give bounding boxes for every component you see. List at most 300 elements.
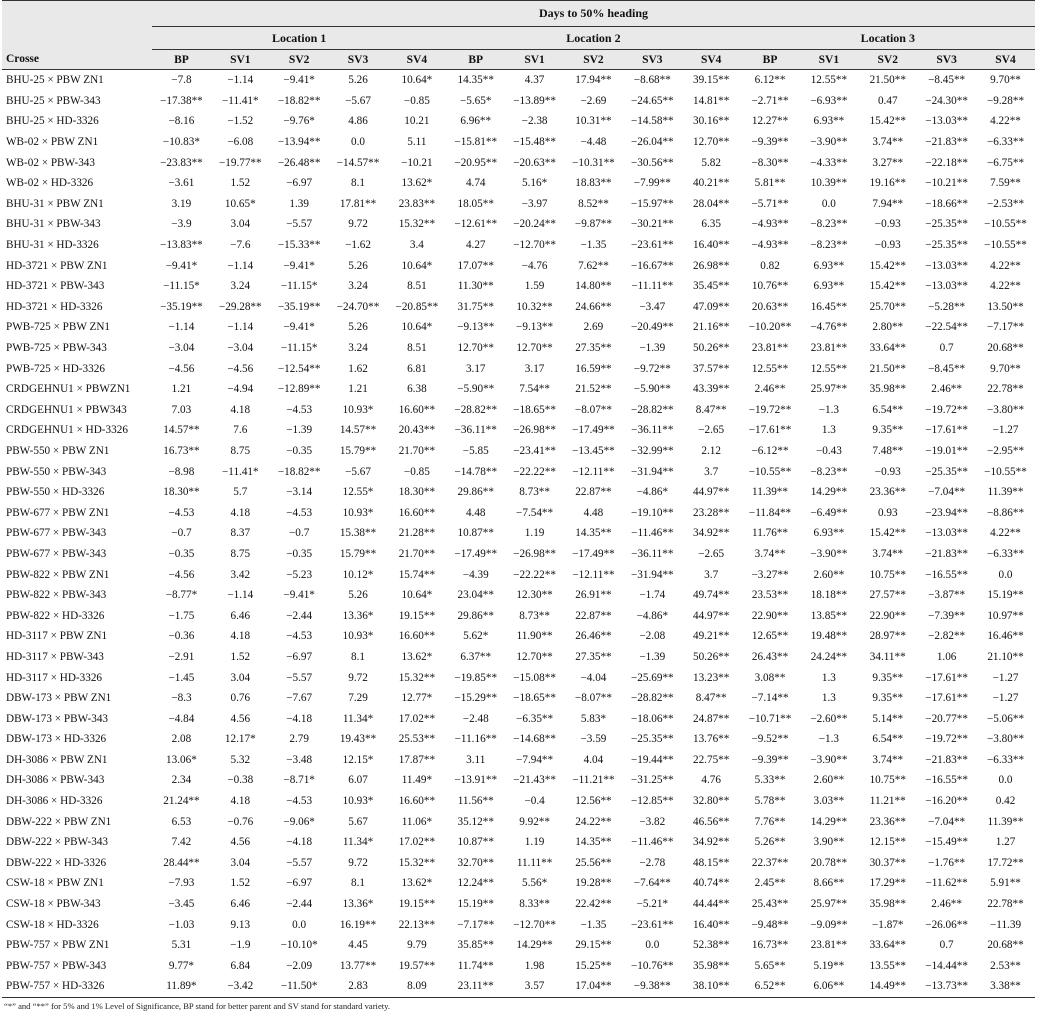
table-cell: −0.43 <box>815 444 842 457</box>
table-cell: −3.14 <box>286 486 313 499</box>
table-cell: 7.48** <box>872 444 904 457</box>
table-row <box>2 708 1035 729</box>
cross-name: HD-3721 × PBW ZN1 <box>6 259 108 272</box>
table-cell: 12.70** <box>692 136 730 149</box>
table-cell: 6.46 <box>230 609 251 622</box>
table-cell: 8.1 <box>351 177 365 190</box>
table-cell: 12.55** <box>810 74 848 87</box>
table-cell: −7.93 <box>168 877 195 890</box>
table-cell: −26.48** <box>277 156 321 169</box>
table-cell: 12.77* <box>401 692 433 705</box>
table-cell: 4.56 <box>230 712 251 725</box>
table-cell: −7.67 <box>286 692 313 705</box>
table-cell: 18.83** <box>575 177 612 190</box>
table-cell: 3.74** <box>754 547 786 560</box>
table-cell: 49.74** <box>692 589 730 602</box>
footnote: “*” and “**” for 5% and 1% Level of Significance, BP stand for better parent and SV stand for standard variety. <box>4 1001 391 1011</box>
table-cell: 21.52** <box>575 383 612 396</box>
table-cell: −0.93 <box>874 218 901 231</box>
table-cell: 8.75 <box>230 547 251 560</box>
table-cell: 10.65* <box>224 197 256 210</box>
table-row <box>2 502 1035 523</box>
table-cell: −3.80** <box>986 733 1025 746</box>
table-cell: 17.29** <box>869 877 906 890</box>
table-cell: 14.80** <box>575 280 612 293</box>
table-cell: −9.87** <box>574 218 612 231</box>
table-cell: −21.83** <box>925 136 968 149</box>
table-cell: 10.93* <box>342 630 374 643</box>
table-cell: −2.44 <box>286 898 313 911</box>
table-cell: −9.06* <box>283 815 315 828</box>
table-cell: −5.57 <box>286 856 313 869</box>
table-cell: −5.71** <box>751 197 789 210</box>
table-cell: −1.76** <box>928 856 966 869</box>
table-cell: 10.64* <box>401 259 433 272</box>
table-cell: −9.72** <box>633 362 671 375</box>
table-cell: −4.84 <box>168 712 195 725</box>
table-row <box>2 976 1035 997</box>
table-cell: 27.35** <box>575 342 612 355</box>
table-cell: 11.76** <box>752 527 788 540</box>
table-cell: 10.64* <box>401 74 433 87</box>
table-cell: 21.50** <box>869 74 906 87</box>
table-cell: 21.28** <box>398 527 436 540</box>
table-cell: 22.13** <box>398 918 436 931</box>
table-cell: −4.86* <box>636 486 669 499</box>
table-cell: −13.03** <box>925 259 968 272</box>
table-cell: −4.94 <box>227 383 254 396</box>
table-cell: −28.82** <box>454 403 498 416</box>
table-cell: −13.83** <box>160 239 203 252</box>
table-cell: 5.14** <box>872 712 904 725</box>
table-cell: 3.11 <box>466 753 486 766</box>
table-cell: 8.52** <box>578 197 609 210</box>
table-cell: −13.03** <box>925 527 968 540</box>
table-cell: −7.8 <box>171 74 192 87</box>
table-cell: 3.7 <box>704 568 719 581</box>
table-cell: −1.14 <box>227 74 254 87</box>
table-cell: 11.39** <box>987 486 1024 499</box>
cross-name: CRDGEHNU1 × HD-3326 <box>6 424 128 437</box>
table-cell: 4.22** <box>990 115 1021 128</box>
table-cell: 15.42** <box>869 280 906 293</box>
table-header <box>2 1 1035 70</box>
table-cell: −9.39** <box>751 753 789 766</box>
table-cell: 23.81** <box>751 342 789 355</box>
table-cell: −9.76* <box>283 115 315 128</box>
table-cell: −3.27** <box>751 568 789 581</box>
cross-name: BHU-31 × PBW ZN1 <box>6 197 104 210</box>
table-cell: 4.48 <box>583 506 604 519</box>
table-cell: −4.93** <box>751 239 789 252</box>
cross-name: DBW-173 × PBW ZN1 <box>6 692 112 705</box>
table-cell: 19.48** <box>810 630 848 643</box>
table-cell: −32.99** <box>630 444 674 457</box>
table-cell: 11.90** <box>516 630 553 643</box>
table-cell: 13.36* <box>342 609 374 622</box>
table-cell: 17.02** <box>398 836 436 849</box>
table-cell: 5.32 <box>230 753 251 766</box>
table-row <box>2 132 1035 153</box>
table-row <box>2 832 1035 853</box>
table-cell: 10.32** <box>516 300 553 313</box>
table-cell: −12.85** <box>630 795 674 808</box>
table-cell: −18.06** <box>630 712 674 725</box>
table-cell: 2.12 <box>701 444 721 457</box>
column-header-sv3: SV3 <box>329 50 388 70</box>
table-cell: 29.15** <box>575 939 612 952</box>
table-cell: −6.49** <box>810 506 848 519</box>
table-cell: 38.10** <box>682 976 741 997</box>
table-cell: 2.69 <box>583 321 604 334</box>
table-cell: 10.64* <box>401 589 433 602</box>
table-cell: 6.07 <box>348 774 368 787</box>
table-cell: −26.04** <box>630 136 674 149</box>
table-cell: 25.97** <box>810 383 848 396</box>
table-cell: 10.87** <box>457 527 494 540</box>
table-cell: 23.53** <box>751 589 789 602</box>
table-cell: 10.93* <box>342 506 374 519</box>
table-cell: 5.65** <box>754 959 786 972</box>
table-cell: −1.3 <box>818 733 840 746</box>
table-cell: −16.67** <box>630 259 674 272</box>
table-cell: 13.23** <box>692 671 730 684</box>
table-cell: −15.33** <box>277 239 321 252</box>
table-cell: 15.32** <box>398 856 436 869</box>
table-cell: 9.72 <box>348 671 368 684</box>
table-row <box>2 894 1035 915</box>
table-cell: −2.09 <box>286 959 313 972</box>
table-cell: −4.53 <box>286 506 313 519</box>
table-cell: −12.70** <box>513 918 556 931</box>
table-cell: −8.77* <box>165 589 198 602</box>
table-cell: 3.7 <box>704 465 719 478</box>
table-cell: −7.17** <box>986 321 1025 334</box>
table-cell: 9.92** <box>519 815 550 828</box>
table-cell: −6.12** <box>751 444 789 457</box>
cross-name: BHU-25 × PBW ZN1 <box>6 74 104 87</box>
cross-name: CRDGEHNU1 × PBWZN1 <box>6 383 131 396</box>
table-cell: 25.70** <box>869 300 906 313</box>
table-cell: 16.40** <box>692 918 730 931</box>
table-cell: −11.15* <box>280 280 318 293</box>
table-cell: −8.86** <box>986 506 1025 519</box>
table-cell: 8.09 <box>387 976 446 997</box>
table-cell: −9.41* <box>283 589 315 602</box>
table-row <box>2 564 1035 585</box>
table-cell: 24.24** <box>810 650 848 663</box>
table-cell: −10.83* <box>162 136 200 149</box>
cross-name: PBW-822 × PBW-343 <box>6 589 107 602</box>
table-cell: 10.12* <box>342 568 374 581</box>
cross-name: BHU-31 × PBW-343 <box>6 218 101 231</box>
table-cell: −17.49** <box>572 547 615 560</box>
table-cell: −7.6 <box>230 239 251 252</box>
column-header-bp: BP <box>741 50 800 70</box>
table-cell: 7.29 <box>348 692 368 705</box>
cross-name: PBW-677 × PBW-343 <box>6 547 107 560</box>
table-cell: 15.42** <box>869 259 906 272</box>
table-cell: 0.93 <box>877 506 898 519</box>
table-cell: 19.43** <box>339 733 377 746</box>
table-cell: −5.57 <box>286 218 313 231</box>
table-cell: −0.85 <box>403 94 430 107</box>
table-cell: −4.93** <box>751 218 789 231</box>
table-cell: −4.18 <box>286 712 313 725</box>
table-cell: 23.28** <box>692 506 730 519</box>
cross-name: PBW-757 × HD-3326 <box>2 976 152 997</box>
table-cell: −23.61** <box>630 918 674 931</box>
table-cell: −18.82** <box>277 465 321 478</box>
table-cell: −8.16 <box>168 115 195 128</box>
table-cell: 5.26 <box>348 321 368 334</box>
table-cell: 17.94** <box>575 74 612 87</box>
table-cell: 6.84 <box>230 959 251 972</box>
table-cell: −1.14 <box>227 321 254 334</box>
table-cell: 16.73** <box>751 939 789 952</box>
cross-name: PBW-550 × PBW-343 <box>6 465 107 478</box>
table-cell: 3.90** <box>813 836 845 849</box>
table-cell: 2.45** <box>754 877 786 890</box>
table-cell: −9.09** <box>810 918 848 931</box>
column-header-sv4: SV4 <box>387 50 446 70</box>
table-row <box>2 647 1035 668</box>
table-cell: 16.73** <box>163 444 200 457</box>
table-cell: 5.26 <box>348 589 368 602</box>
table-cell: −15.81** <box>454 136 498 149</box>
table-cell: 35.85** <box>457 939 494 952</box>
table-row <box>2 111 1035 132</box>
table-cell: −3.04 <box>168 342 195 355</box>
table-cell: −5.65* <box>459 94 492 107</box>
table-row <box>2 523 1035 544</box>
table-cell: 0.7 <box>939 939 954 952</box>
cross-name: BHU-25 × PBW-343 <box>6 94 101 107</box>
table-cell: −1.14 <box>227 589 254 602</box>
cross-name: PWB-725 × PBW-343 <box>6 342 107 355</box>
table-cell: 6.38 <box>407 383 427 396</box>
table-cell: 9.35** <box>872 692 904 705</box>
table-cell: −23.61** <box>630 239 674 252</box>
cross-name: WB-02 × PBW ZN1 <box>6 136 99 149</box>
table-cell: 13.62* <box>401 650 433 663</box>
table-cell: 12.70** <box>516 650 553 663</box>
table-cell: 8.33** <box>519 898 550 911</box>
table-cell: −1.03 <box>168 918 195 931</box>
table-cell: −22.22** <box>513 465 556 478</box>
table-cell: −26.98** <box>513 547 556 560</box>
table-cell: 14.29** <box>810 815 848 828</box>
table-cell: 14.57** <box>163 424 200 437</box>
table-cell: −6.93** <box>810 94 848 107</box>
table-row <box>2 379 1035 400</box>
table-cell: −36.11** <box>631 424 674 437</box>
column-header-sv1: SV1 <box>211 50 270 70</box>
table-cell: 16.45** <box>810 300 848 313</box>
table-cell: 3.04 <box>230 856 251 869</box>
table-cell: 37.57** <box>692 362 730 375</box>
table-cell: −10.20** <box>748 321 792 334</box>
table-cell: −13.03** <box>925 115 968 128</box>
table-cell: 1.27 <box>995 836 1016 849</box>
table-cell: 2.83 <box>329 976 388 997</box>
table-cell: 9.35** <box>872 424 904 437</box>
table-cell: −16.55** <box>925 774 968 787</box>
table-cell: 19.57** <box>398 959 436 972</box>
table-cell: 19.15** <box>398 609 436 622</box>
table-cell: −20.77** <box>925 712 968 725</box>
table-cell: −25.35** <box>925 465 968 478</box>
table-cell: −31.94** <box>630 465 674 478</box>
table-cell: −13.45** <box>572 444 615 457</box>
table-row <box>2 461 1035 482</box>
table-cell: 33.64** <box>869 939 906 952</box>
table-cell: 3.24 <box>230 280 251 293</box>
table-cell: 4.74 <box>465 177 486 190</box>
cross-name: CRDGEHNU1 × PBW343 <box>6 403 127 416</box>
table-cell: −2.65 <box>698 424 725 437</box>
heterosis-table <box>2 0 1035 998</box>
table-cell: 22.87** <box>575 486 612 499</box>
table-cell: 44.97** <box>692 486 730 499</box>
table-cell: 19.28** <box>575 877 612 890</box>
table-cell: 18.30** <box>163 486 200 499</box>
table-cell: 11.30** <box>457 280 494 293</box>
table-cell: 33.64** <box>869 342 906 355</box>
table-cell: 7.6 <box>233 424 248 437</box>
table-cell: −5.57 <box>286 671 313 684</box>
table-cell: 25.43** <box>751 898 789 911</box>
table-row <box>2 214 1035 235</box>
cross-name: WB-02 × PBW-343 <box>6 156 95 169</box>
cross-name: DBW-173 × HD-3326 <box>6 733 107 746</box>
cross-name: HD-3117 × PBW-343 <box>6 650 104 663</box>
table-cell: 12.70** <box>516 342 553 355</box>
table-cell: −17.61** <box>748 424 792 437</box>
table-cell: −8.71* <box>283 774 315 787</box>
table-cell: −1.87* <box>872 918 904 931</box>
table-cell: 27.35** <box>575 650 612 663</box>
table-cell: 26.91** <box>575 589 612 602</box>
table-cell: 13.85** <box>810 609 848 622</box>
table-cell: −2.08 <box>639 630 666 643</box>
table-row <box>2 791 1035 812</box>
table-cell: −5.67 <box>345 465 371 478</box>
table-cell: 16.59** <box>575 362 612 375</box>
table-cell: −23.94** <box>925 506 968 519</box>
table-cell: 12.55** <box>751 362 789 375</box>
table-cell: −7.04** <box>928 815 966 828</box>
table-cell: −0.93 <box>874 465 901 478</box>
table-cell: 1.52 <box>230 877 251 890</box>
table-cell: 44.97** <box>692 609 730 622</box>
table-cell: −1.62 <box>345 239 371 252</box>
table-cell: 5.33** <box>754 774 786 787</box>
table-cell: 4.56 <box>230 836 251 849</box>
table-cell: 15.42** <box>869 527 906 540</box>
table-cell: 49.21** <box>692 630 730 643</box>
table-cell: 3.03** <box>813 795 845 808</box>
table-cell: −2.69 <box>580 94 607 107</box>
table-cell: 8.73** <box>519 486 550 499</box>
table-cell: −20.85** <box>395 300 439 313</box>
table-cell: 6.93** <box>813 280 845 293</box>
table-body <box>2 70 1035 998</box>
results-table-container <box>2 0 1035 998</box>
table-cell: 10.87** <box>457 836 494 849</box>
table-cell: 5.11 <box>407 136 427 149</box>
table-cell: 10.75** <box>869 568 906 581</box>
table-cell: −4.53 <box>168 506 195 519</box>
table-row <box>2 585 1035 606</box>
table-cell: 0.0 <box>821 197 836 210</box>
table-cell: 0.0 <box>292 918 307 931</box>
table-cell: −15.97** <box>630 197 674 210</box>
table-cell: 11.39** <box>752 486 788 499</box>
table-cell: −1.35 <box>580 918 607 931</box>
table-cell: −22.18** <box>925 156 968 169</box>
table-cell: −11.15* <box>280 342 318 355</box>
table-cell: −1.14 <box>168 321 195 334</box>
table-cell: −19.85** <box>454 671 498 684</box>
table-cell: −7.14** <box>751 692 789 705</box>
table-cell: 22.78** <box>987 383 1024 396</box>
table-cell: −2.65 <box>698 547 725 560</box>
table-cell: 12.70** <box>457 342 494 355</box>
table-cell: −9.39** <box>751 136 789 149</box>
table-cell: −2.91 <box>168 650 195 663</box>
table-row <box>2 400 1035 421</box>
table-cell: 15.79** <box>339 547 377 560</box>
table-cell: 29.86** <box>457 609 494 622</box>
table-cell: 4.76 <box>701 774 721 787</box>
table-cell: −11.39 <box>989 918 1022 931</box>
table-cell: 11.89* <box>152 976 211 997</box>
table-cell: 23.04** <box>457 589 494 602</box>
table-cell: −1.3 <box>818 403 840 416</box>
table-cell: −21.83** <box>925 753 968 766</box>
table-cell: 21.10** <box>987 650 1024 663</box>
table-cell: 26.46** <box>575 630 612 643</box>
table-cell: 12.30** <box>516 589 553 602</box>
table-cell: −4.39 <box>462 568 489 581</box>
table-cell: 0.0 <box>645 939 660 952</box>
cross-name: PBW-677 × PBW-343 <box>6 527 107 540</box>
table-cell: −12.11** <box>572 568 615 581</box>
table-row <box>2 173 1035 194</box>
table-cell: −14.68** <box>513 733 556 746</box>
table-cell: −19.72** <box>925 403 968 416</box>
table-cell: 7.03 <box>171 403 192 416</box>
table-cell: 4.86 <box>348 115 368 128</box>
table-cell: −4.86* <box>636 609 669 622</box>
table-cell: −1.45 <box>168 671 195 684</box>
cross-name: PWB-725 × PBW ZN1 <box>6 321 110 334</box>
cross-name: HD-3117 × PBW ZN1 <box>6 630 108 643</box>
table-cell: 1.62 <box>348 362 368 375</box>
table-cell: −8.3 <box>171 692 192 705</box>
table-cell: 10.75** <box>869 774 906 787</box>
table-cell: 2.79 <box>289 733 309 746</box>
table-cell: 14.29** <box>516 939 553 952</box>
table-cell: 11.39** <box>987 815 1024 828</box>
table-cell: 8.66** <box>813 877 845 890</box>
table-cell: 1.52 <box>230 650 251 663</box>
table-cell: −23.83** <box>160 156 203 169</box>
table-cell: −4.56 <box>227 362 254 375</box>
table-cell: 34.92** <box>692 836 730 849</box>
table-cell: 0.47 <box>877 94 898 107</box>
